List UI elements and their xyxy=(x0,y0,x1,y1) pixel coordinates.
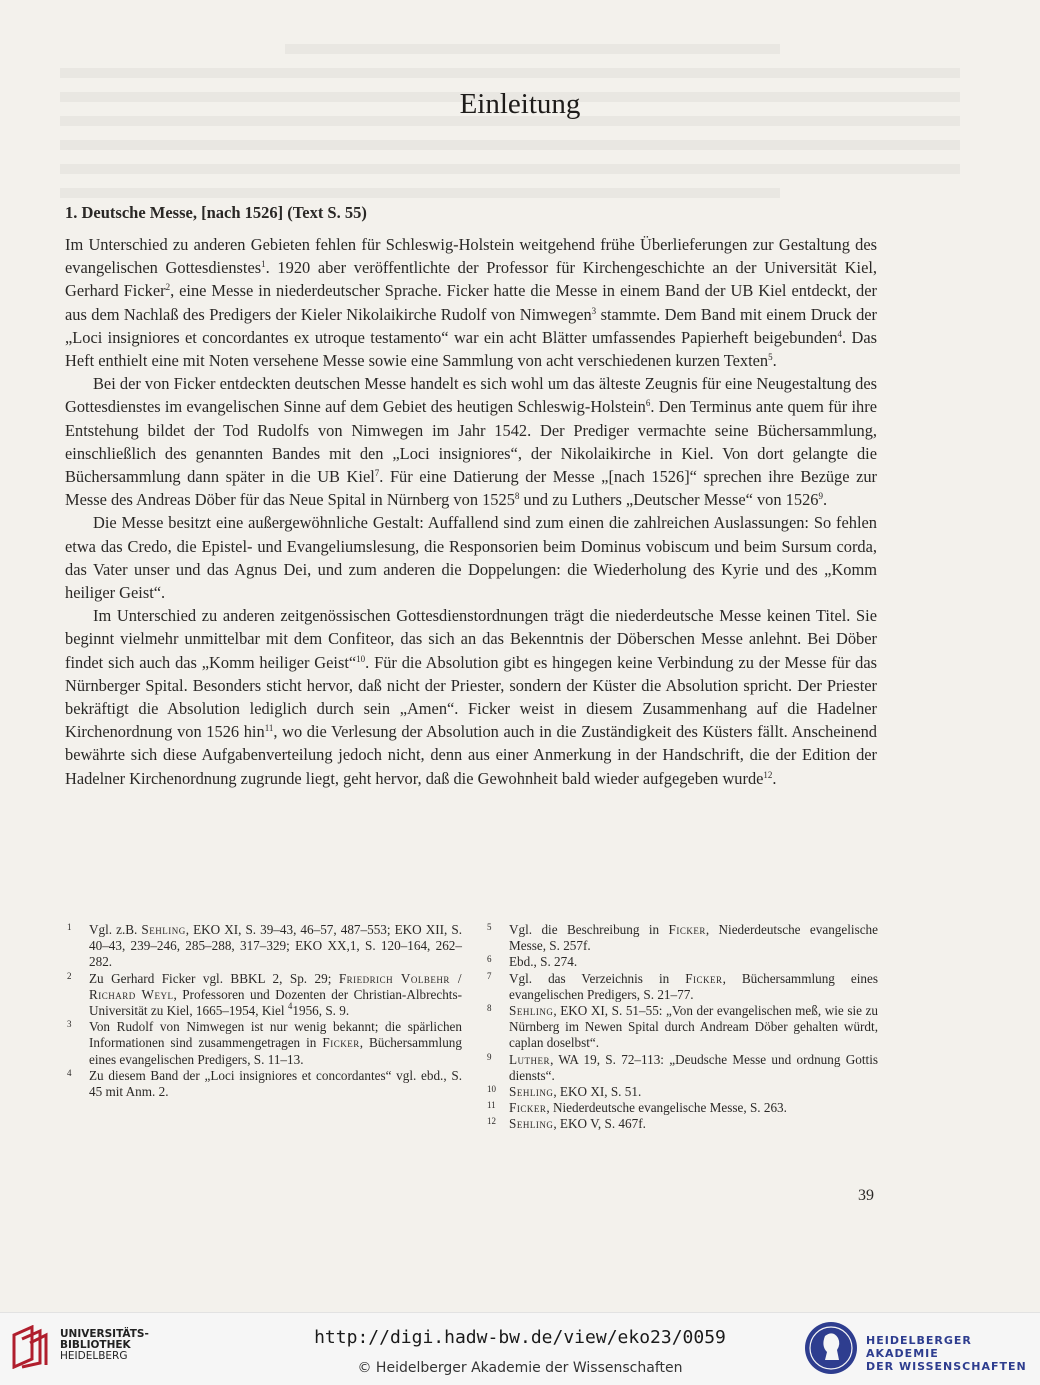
author-name: Sehling xyxy=(141,922,186,937)
author-name: Sehling xyxy=(509,1003,554,1019)
footnote-ref: 9 xyxy=(818,491,823,502)
text-run: . 1920 aber veröffentlichte der Professor für Kirchengeschichte an der Universität Kiel, Gerhard Ficker xyxy=(65,258,877,301)
text-run: und zu Luthers „Deutscher Messe“ von 1526 xyxy=(519,490,819,510)
body-paragraph xyxy=(65,372,877,511)
footnote-ref: 1 xyxy=(261,259,266,270)
text-run: . xyxy=(772,768,777,788)
show-through-bleed xyxy=(60,30,960,220)
footnote-number: 9 xyxy=(487,1051,492,1062)
text-run: Zu Gerhard Ficker vgl. BBKL 2, Sp. 29; xyxy=(89,970,339,986)
author-name: Ficker xyxy=(509,1100,547,1116)
text-run: , wo die Verlesung der Absolution auch in die Zuständigkeit des Küsters fällt. Anscheinend bewährte sich diese Aufgabenverteilung jedoch nicht, denn aus einer Anmerkung in der Handschrift, die der Edition der Hadelner Kirchenordnung zugrunde liegt, geht hervor, daß die Gewohnheit bald wieder aufgegeben wurde xyxy=(65,722,877,788)
footnote xyxy=(485,1003,878,1052)
author-name: Ficker xyxy=(322,1035,360,1051)
text-run: . Den Terminus ante quem für ihre Entstehung bildet der Tod Rudolfs von Nimwegen im Jahr 1542. Der Prediger vermachte seine Büchersammlung, einschließlich des genannten Bandes mit den „Loci insigniores“, der Nikolaikirche in Kiel. Von dort gelangte die Büchersammlung dann später in die UB Kiel xyxy=(65,397,877,487)
text-run: Bei der von Ficker entdeckten deutschen Messe handelt es sich wohl um das älteste Zeugnis für eine Neugestaltung des Gottesdienstes im evangelischen Sinne auf dem Gebiet des heutigen Schleswig-Holstein xyxy=(65,374,877,417)
author-name: Ficker xyxy=(685,970,723,986)
footnote-ref: 12 xyxy=(763,769,773,780)
text-run: . Das Heft enthielt eine mit Noten versehene Messe sowie eine Sammlung von acht verschiedenen kurzen Texten xyxy=(65,327,878,371)
text-run: , eine Messe in niederdeutscher Sprache. Ficker hatte die Messe in einem Band der UB Kiel entdeckt, der aus dem Nachlaß des Predigers der Kieler Nikolaikirche Rudolf von Nimwegen xyxy=(65,281,877,324)
footnote xyxy=(65,971,462,1020)
author-name: Sehling xyxy=(509,1116,554,1132)
text-run: Die Messe besitzt eine außergewöhnliche Gestalt: Auffallend sind zum einen die zahlreichen Auslassungen: So fehlen etwa das Credo, die Epistel- und Evangeliumslesung, die Responsorien beim Dominus vobiscum und beim Sursum corda, das Vater unser und das Agnus Dei, und zum anderen die Doppelungen: die Wiederholung des Kyrie und des „Komm heiliger Geist“. xyxy=(65,513,877,603)
text-run: Von Rudolf von Nimwegen ist nur wenig bekannt; die spärlichen Informationen sind zusammengetragen in xyxy=(89,1019,462,1051)
text-run: , Niederdeutsche evangelische Messe, S. 257f. xyxy=(509,922,878,954)
copyright-notice: © Heidelberger Akademie der Wissenschaften xyxy=(357,1360,683,1376)
section-heading: 1. Deutsche Messe, [nach 1526] (Text S. 55) xyxy=(65,203,367,222)
footnote-number: 5 xyxy=(487,922,492,932)
hadw-line-1: HEIDELBERGER AKADEMIE xyxy=(866,1334,972,1360)
footnote xyxy=(485,1116,878,1132)
hadw-line-2: DER WISSENSCHAFTEN xyxy=(866,1360,1027,1373)
author-name: Friedrich Volbehr / Richard Weyl xyxy=(89,970,462,1002)
footnote-ref: 11 xyxy=(264,723,274,734)
footnote xyxy=(485,971,878,1003)
text-run: Im Unterschied zu anderen Gebieten fehlen für Schleswig-Holstein weitgehend frühe Überlieferungen zur Gestaltung des evangelischen Gottesdienstes xyxy=(65,235,877,278)
hadw-seal-icon[interactable] xyxy=(803,1320,859,1376)
footnote-number: 7 xyxy=(487,970,492,981)
author-name: Ficker xyxy=(668,922,706,937)
footnote-number: 1 xyxy=(67,922,72,932)
footnote xyxy=(485,954,878,970)
footnotes-right-column xyxy=(485,922,878,1133)
footnote xyxy=(65,1068,462,1100)
text-run: , WA 19, S. 72–113: „Deudsche Messe und ordnung Gottis diensts“. xyxy=(509,1051,878,1083)
text-run: stammte. Dem Band mit einem Druck der „Loci insigniores et concordantes ex utroque testamento“ war ein acht Blätter umfassendes Papierheft beigebunden xyxy=(65,304,877,347)
footnote-number: 3 xyxy=(67,1019,72,1030)
footnote xyxy=(65,1019,462,1068)
page-title: Einleitung xyxy=(459,88,581,120)
text-run: , EKO V, S. 467f. xyxy=(553,1116,646,1132)
text-run: Ebd., S. 274. xyxy=(509,954,578,970)
text-run: . xyxy=(772,351,777,371)
hadw-label[interactable] xyxy=(866,1334,1040,1373)
footnote xyxy=(65,922,462,971)
footnote-number: 10 xyxy=(487,1084,496,1095)
text-run: . Für die Absolution gibt es hingegen keine Verbindung zu der Messe für das Nürnberger Spital. Besonders sticht hervor, daß nicht der Priester, sondern der Küster die Absolution spricht. Der Priester bekräftigt die Absolution lediglich durch sein „Amen“. Ficker weist in diesem Zusammenhang auf die Hadelner Kirchenordnung von 1526 hin xyxy=(65,652,877,742)
footnote-ref: 2 xyxy=(165,282,171,293)
footnote xyxy=(485,1084,878,1100)
text-run: . Für eine Datierung der Messe „[nach 1526]“ sprechen ihre Bezüge zur Messe des Andreas Döber für das Neue Spital in Nürnberg von 1525 xyxy=(65,467,877,510)
author-name: Luther xyxy=(509,1051,551,1067)
text-run: , Büchersammlung eines evangelischen Predigers, S. 21–77. xyxy=(509,970,878,1002)
footnote-number: 8 xyxy=(487,1003,492,1014)
footnote-ref: 6 xyxy=(645,398,651,409)
body-text xyxy=(65,233,877,790)
text-run: , EKO XI, S. 51–55: „Von der evangelischen meß, wie sie zu Nürnberg im Newen Spital durch Andream Döber gehalten würdt, caplan doselbst“. xyxy=(509,1003,878,1051)
text-run: Vgl. z.B. xyxy=(89,922,142,937)
footnote xyxy=(485,922,878,954)
footnote-ref: 10 xyxy=(356,653,366,664)
body-paragraph xyxy=(65,511,877,604)
footnote-ref: 3 xyxy=(591,305,597,316)
text-run: Vgl. die Beschreibung in xyxy=(509,922,669,937)
viewer-footer xyxy=(0,1312,1040,1385)
footnote xyxy=(485,1052,878,1084)
text-run: Vgl. das Verzeichnis in xyxy=(509,970,686,986)
footnote-ref: 5 xyxy=(768,352,773,363)
text-run: Im Unterschied zu anderen zeitgenössischen Gottesdienstordnungen trägt die niederdeutsche Messe keinen Titel. Sie beginnt vielmehr unmittelbar mit dem Confiteor, das sich an das Bekenntnis der Döberschen Messe anlehnt. Bei Döber findet sich auch das „Komm heiliger Geist“ xyxy=(65,606,877,672)
page-number: 39 xyxy=(858,1187,874,1204)
footnotes-left-column xyxy=(65,922,462,1100)
text-run: , Professoren und Dozenten der Christian-Albrechts-Universität zu Kiel, 1665–1954, Kiel xyxy=(89,986,462,1019)
footnote-number: 4 xyxy=(67,1067,72,1078)
text-run: . xyxy=(822,490,828,510)
body-paragraph xyxy=(65,233,877,372)
author-name: Sehling xyxy=(509,1084,554,1100)
footnote-number: 12 xyxy=(487,1116,496,1127)
footnote-number: 11 xyxy=(487,1100,496,1111)
footnote-number: 6 xyxy=(487,954,492,965)
text-run: Zu diesem Band der „Loci insigniores et concordantes“ vgl. ebd., S. 45 mit Anm. 2. xyxy=(89,1067,462,1100)
body-paragraph xyxy=(65,604,877,790)
footnote-ref: 4 xyxy=(287,1001,293,1012)
permalink-url[interactable]: http://digi.hadw-bw.de/view/eko23/0059 xyxy=(314,1327,726,1348)
ub-line-3: HEIDELBERG xyxy=(60,1350,128,1362)
ub-line-1: UNIVERSITÄTS- xyxy=(60,1328,149,1340)
text-run: 1956, S. 9. xyxy=(292,1003,350,1019)
footnote-ref: 4 xyxy=(837,328,843,339)
text-run: , Büchersammlung eines evangelischen Predigers, S. 11–13. xyxy=(89,1035,462,1067)
ub-line-2: BIBLIOTHEK xyxy=(60,1339,131,1351)
text-run: , EKO XI, S. 51. xyxy=(553,1084,642,1100)
footnote-ref: 8 xyxy=(514,491,520,502)
footnote-ref: 7 xyxy=(374,468,380,479)
text-run: , Niederdeutsche evangelische Messe, S. 263. xyxy=(546,1100,787,1116)
footnote xyxy=(485,1100,878,1116)
text-run: , EKO XI, S. 39–43, 46–57, 487–553; EKO XII, S. 40–43, 239–246, 285–288, 317–329; EKO XX,1, S. 120–164, 262–282. xyxy=(89,922,462,970)
footnote-number: 2 xyxy=(67,970,72,981)
